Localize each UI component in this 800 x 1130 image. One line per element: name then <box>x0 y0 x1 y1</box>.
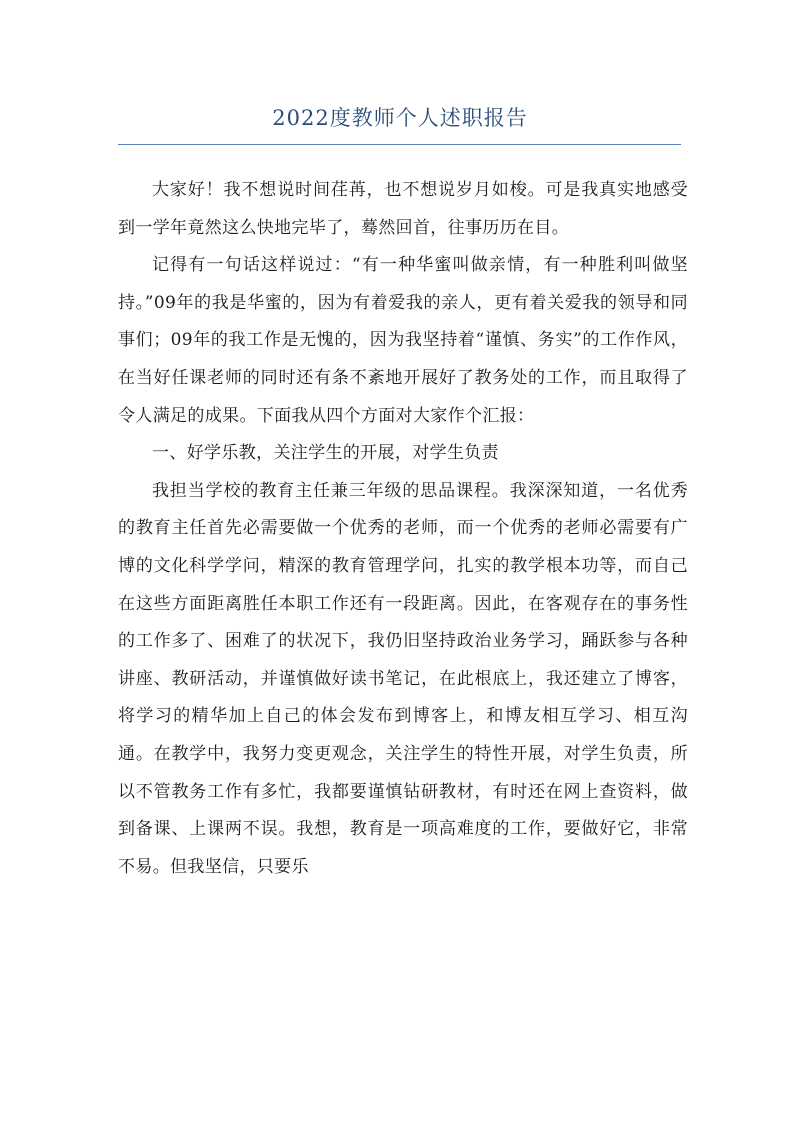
paragraph-greeting: 大家好！我不想说时间荏苒，也不想说岁月如梭。可是我真实地感受到一学年竟然这么快地完毕了，蓦然回首，往事历历在目。 <box>118 180 688 238</box>
paragraph-section-1: 我担当学校的教育主任兼三年级的思品课程。我深深知道，一名优秀的教育主任首先必需要做一个优秀的老师，而一个优秀的老师必需要有广博的文化科学学问，精深的教育管理学问，扎实的教学根本功等，而自己在这些方面距离胜任本职工作还有一段距离。因此，在客观存在的事务性的工作多了、困难了的状况下，我仍旧坚持政治业务学习，踊跃参与各种讲座、教研活动，并谨慎做好读书笔记，在此根底上，我还建立了博客，将学习的精华加上自己的体会发布到博客上，和博友相互学习、相互沟通。在教学中，我努力变更观念，关注学生的特性开展，对学生负责，所以不管教务工作有多忙，我都要谨慎钻研教材，有时还在网上查资料，做到备课、上课两不误。我想，教育是一项高难度的工作，要做好它，非常不易。但我坚信，只要乐 <box>118 480 688 877</box>
section-heading-1: 一、好学乐教，关注学生的开展，对学生负责 <box>152 443 499 464</box>
document-body <box>118 172 688 886</box>
document-title: 2022度教师个人述职报告 <box>272 106 528 130</box>
paragraph-intro: 记得有一句话这样说过：“有一种华蜜叫做亲情，有一种胜利叫做坚持。”09年的我是华蜜的，因为有着爱我的亲人，更有着关爱我的领导和同事们；09年的我工作是无愧的，因为我坚持着“谨慎、务实”的工作作风，在当好任课老师的同时还有条不紊地开展好了教务处的工作，而且取得了令人满足的成果。下面我从四个方面对大家作个汇报： <box>118 255 688 426</box>
title-underline <box>118 144 681 145</box>
